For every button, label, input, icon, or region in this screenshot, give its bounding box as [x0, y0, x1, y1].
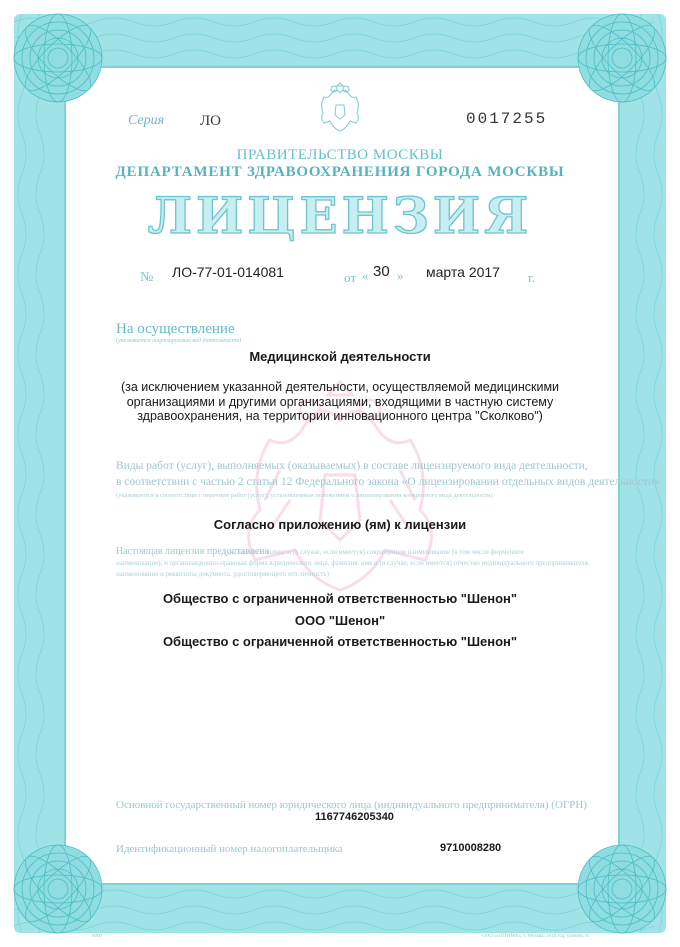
license-month-year: марта 2017 — [426, 264, 500, 280]
blank-number: 0017255 — [466, 110, 548, 128]
date-quote-open: « — [362, 268, 369, 283]
holder-intro: Настоящая лицензия предоставлена — [116, 546, 270, 557]
document-title: ЛИЦЕНЗИЯ — [147, 186, 533, 245]
corner-rosette-bottom-left — [10, 841, 106, 937]
holder-note-3: наименование и реквизиты документа, удостоверяющего его личность) — [116, 570, 329, 578]
holder-full-name: Общество с ограниченной ответственностью "Шенон" — [162, 591, 518, 606]
works-value: Согласно приложению (ям) к лицензии — [213, 517, 467, 532]
department-name: ДЕПАРТАМЕНТ ЗДРАВООХРАНЕНИЯ ГОРОДА МОСКВЫ — [115, 164, 565, 180]
date-from-label: от — [344, 270, 357, 285]
activity-value: Медицинской деятельности — [249, 349, 431, 364]
corner-rosette-top-left — [10, 10, 106, 106]
works-label-line-1: Виды работ (услуг), выполняемых (оказываемых) в составе лицензируемого вида деятельности, — [116, 460, 588, 472]
series-label: Серия — [128, 113, 165, 128]
year-suffix: г. — [528, 270, 536, 285]
corner-rosette-bottom-right — [574, 841, 670, 937]
works-note: (указываются в соответствии с перечнем работ (услуг), установленным положением о лицензировании конкретного вида деятельности) — [116, 492, 493, 499]
ogrn-value: 1167746205340 — [315, 811, 394, 823]
footer-code: 0000 — [92, 934, 102, 939]
ogrn-label: Основной государственный номер юридического лица (индивидуального предпринимателя) (ОГРН) — [116, 799, 587, 811]
inn-value: 9710008280 — [440, 842, 502, 854]
license-number-label: № — [140, 270, 154, 285]
footer-print-info: ООО «ОПТИМА», г. Москва, 2016 год, уровень А — [482, 934, 589, 939]
holder-note-2: наименование), и организационно-правовая форма юридического лица, фамилия, имя и (в случае, если имеется) отчество индивидуального предпринимателя, — [116, 559, 590, 567]
corner-rosette-top-right — [574, 10, 670, 106]
license-day: 30 — [373, 263, 390, 280]
coat-of-arms-emblem-icon — [316, 83, 364, 137]
activity-label: На осуществление — [116, 321, 235, 337]
holder-firm-name: Общество с ограниченной ответственностью "Шенон" — [162, 634, 518, 649]
activity-note: (указывается лицензируемый вид деятельности) — [116, 338, 242, 344]
government-name: ПРАВИТЕЛЬСТВО МОСКВЫ — [236, 147, 444, 163]
holder-short-name: ООО "Шенон" — [294, 613, 386, 628]
series-value: ЛО — [200, 113, 222, 129]
activity-exclusion: (за исключением указанной деятельности, осуществляемой медицинскими организациями и другими организациями, входящими в частную систему здравоохранения, на территории инновационного центра "Сколково") — [120, 380, 560, 423]
license-number: ЛО-77-01-014081 — [172, 264, 284, 280]
inn-label: Идентификационный номер налогоплательщика — [116, 843, 343, 855]
holder-intro-note: (указывается полное и (в случае, если имеется) сокращенное наименование (в том числе фирменное — [224, 548, 524, 556]
works-label-line-2: в соответствии с частью 2 статьи 12 Федерального закона «О лицензировании отдельных видов деятельности» — [116, 476, 660, 488]
date-quote-close: » — [397, 268, 404, 283]
